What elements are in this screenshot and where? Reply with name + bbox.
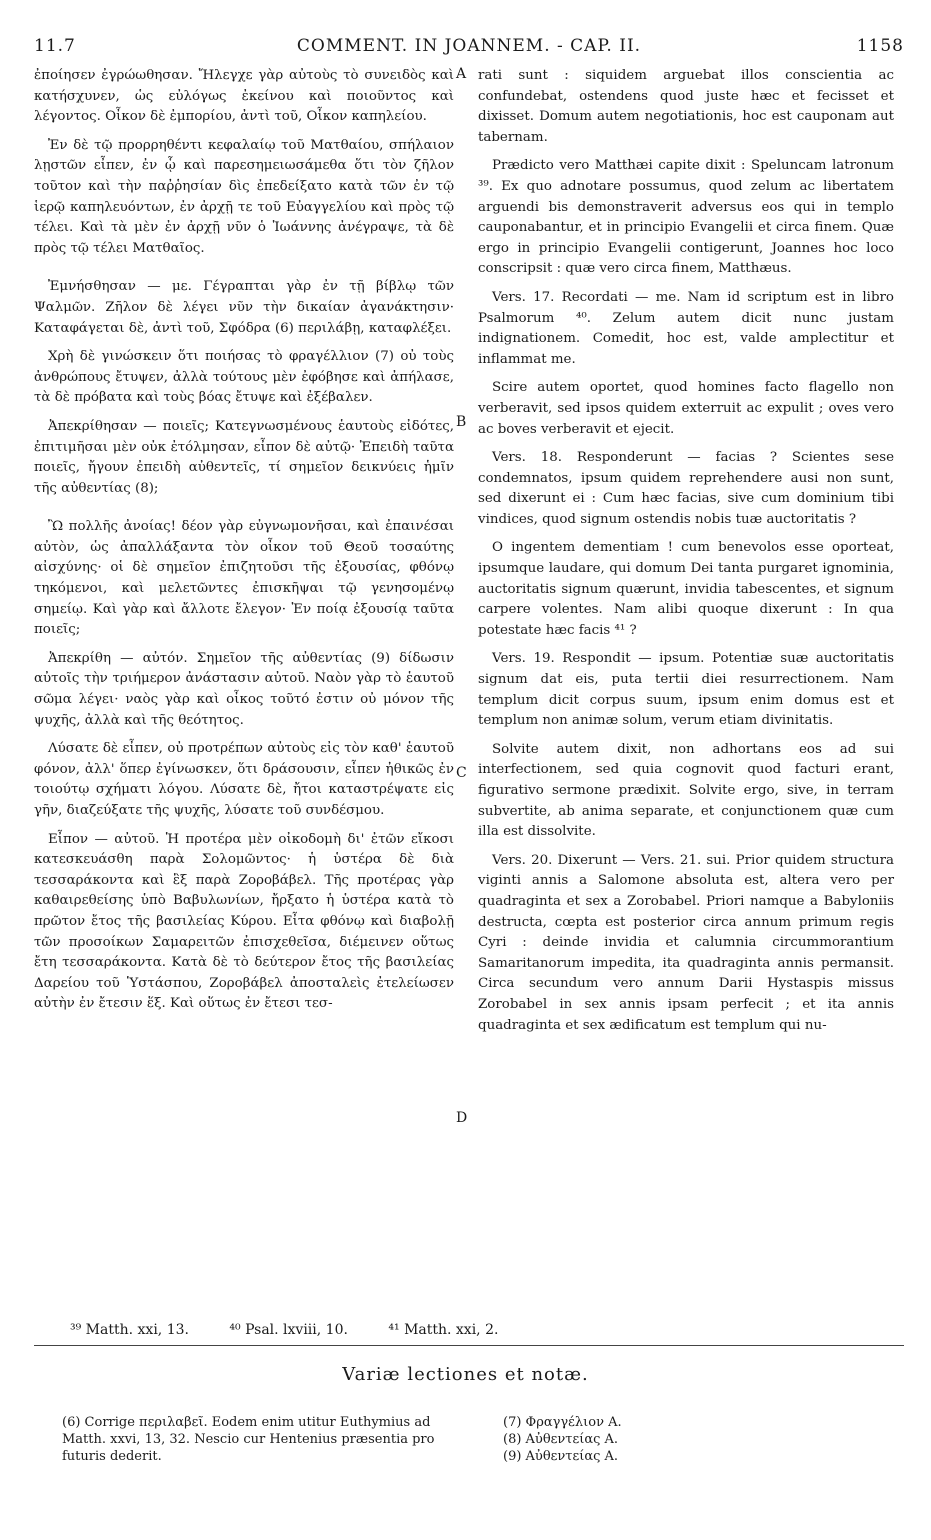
note: (7) Φραγγέλιον A. (503, 1415, 622, 1430)
latin-column (478, 66, 894, 1044)
greek-paragraph: Λύσατε δὲ εἶπεν, οὐ προτρέπων αὐτοὺς εἰς τὸν καθ' ἑαυτοῦ φόνον, ἀλλ' ὅπερ ἐγίνωσκεν, ὅτι δράσουσιν, εἶπεν ἠθικῶς ἐν τοιούτῳ σχήματι λόγου. Λύσατε δὲ, ἤτοι καταστρέψατε εἰς γῆν, διαζεύξατε τῆς ψυχῆς, λύσατε τοῦ συνδέσμου. (34, 741, 454, 818)
latin-paragraph: Vers. 19. Respondit — ipsum. Potentiæ suæ auctoritatis signum dat eis, puta tertii diei resurrectionem. Nam templum dicit corpus suum, ipsum enim domus est et templum non animæ solum, verum etiam divinitatis. (478, 651, 894, 729)
greek-paragraph: Χρὴ δὲ γινώσκειν ὅτι ποιήσας τὸ φραγέλλιον (7) οὐ τοὺς ἀνθρώπους ἔτυψεν, ἀλλὰ τούτους μὲν ἐφόβησε καὶ ἀπήλασε, τὰ δὲ πρόβατα καὶ τοὺς βόας ἔτυψε καὶ ἐξέβαλεν. (34, 349, 454, 406)
reference: ⁴⁰ Psal. lxviii, 10. (229, 1322, 348, 1338)
latin-paragraph: Vers. 20. Dixerunt — Vers. 21. sui. Prior quidem structura viginti annis a Salomone absoluta est, altera vero per quadraginta et sex a Zorobabel. Priori namque a Babyloniis destructa, cœpta est posterior circa annum primum regis Cyri : deinde invidia et calumnia circummorantium Samaritanorum impedita, ita quadraginta annis permansit. Circa secundum vero annum Darii Hystaspis missus Zorobabel in sex annis ipsam perfecit ; et ita annis quadraginta et sex ædificatum est templum qui nu- (478, 852, 894, 1033)
margin-mark-d: D (456, 1110, 468, 1126)
column-number-left: 11.7 (34, 36, 76, 56)
greek-paragraph: Ἐμνήσθησαν — με. Γέγραπται γὰρ ἐν τῇ βίβλῳ τῶν Ψαλμῶν. Ζῆλον δὲ λέγει νῦν τὴν δικαίαν ἀγανάκτησιν· Καταφάγεται δὲ, ἀντὶ τοῦ, Σφόδρα (6) περιλάβῃ, καταφλέξει. (34, 279, 454, 336)
margin-mark-b: B (456, 414, 467, 430)
column-number-right: 1158 (856, 36, 904, 56)
latin-paragraph: Scire autem oportet, quod homines facto flagello non verberavit, sed ipsos quidem exterruit ac expulit ; oves vero ac boves verberavit et ejecit. (478, 380, 894, 437)
footnote-divider (34, 1345, 904, 1346)
latin-paragraph: O ingentem dementiam ! cum benevolos esse oporteat, ipsumque laudare, qui domum Dei tanta purgaret ignominia, auctoritatis signum quærunt, invidia tabescentes, et signum carpere volentes. Nam alibi quoque dixerunt : In qua potestate hæc facis ⁴¹ ? (478, 540, 894, 638)
margin-mark-c: C (456, 765, 467, 781)
greek-paragraph: Ἀπεκρίθη — αὐτόν. Σημεῖον τῆς αὐθεντίας (9) δίδωσιν αὐτοῖς τὴν τριήμερον ἀνάστασιν αὐτοῦ. Ναὸν γὰρ τὸ ἑαυτοῦ σῶμα λέγει· ναὸς γὰρ καὶ οἶκος τοῦτό ἐστιν οὐ μόνον τῆς ψυχῆς, ἀλλὰ καὶ τῆς θεότητος. (34, 650, 454, 728)
greek-paragraph: Ἐν δὲ τῷ προρρηθέντι κεφαλαίῳ τοῦ Ματθαίου, σπήλαιον λῃστῶν εἶπεν, ἐν ᾧ καὶ παρεσημειωσάμεθα ὅτι τὸν ζῆλον τοῦτον καὶ τὴν παῤῥησίαν δὶς ἐπεδείξατο κατὰ τῶν ἐν τῷ ἱερῷ καπηλευόντων, ἐν ἀρχῇ τε τοῦ Εὐαγγελίου καὶ πρὸς τῷ τέλει. Καὶ τὰ μὲν ἐν ἀρχῇ νῦν ὁ Ἰωάννης ἀνέγραψε, τὰ δὲ πρὸς τῷ τέλει Ματθαῖος. (34, 137, 454, 256)
greek-paragraph: Ὢ πολλῆς ἀνοίας! δέον γὰρ εὐγνωμονῆσαι, καὶ ἐπαινέσαι αὐτὸν, ὡς ἀπαλλάξαντα τὸν οἶκον τοῦ Θεοῦ τοσαύτης αἰσχύνης· οἱ δὲ σημεῖον ἐπιζητοῦσι τῆς ἐξουσίας, φθόνῳ τηκόμενοι, καὶ μελετῶντες ἐπισκῆψαι τῷ γενησομένῳ σημείῳ. Καὶ γὰρ καὶ ἄλλοτε ἔλεγον· Ἐν ποίᾳ ἐξουσίᾳ ταῦτα ποιεῖς; (34, 519, 454, 638)
greek-paragraph: Εἶπον — αὐτοῦ. Ἡ προτέρα μὲν οἰκοδομὴ δι' ἐτῶν εἴκοσι κατεσκευάσθη παρὰ Σολομῶντος· ἡ ὑστέρα δὲ διὰ τεσσαράκοντα καὶ ἓξ παρὰ Ζοροβάβελ. Τῆς προτέρας γὰρ καθαιρεθείσης ὑπὸ Βαβυλωνίων, ἤρξατο ἡ ὑστέρα κατὰ τὸ πρῶτον ἔτος τῆς βασιλείας Κύρου. Εἶτα φθόνῳ καὶ διαβολῇ τῶν προσοίκων Σαμαρειτῶν ἐπισχεθεῖσα, διέμεινεν οὕτως ἔτη τεσσαράκοντα. Κατὰ δὲ τὸ δεύτερον ἔτος τῆς βασιλείας Δαρείου τοῦ Ὑστάσπου, Ζοροβάβελ ἀποσταλεὶς ἐτελείωσεν αὐτὴν ἐν ἔτεσιν ἕξ. Καὶ οὕτως ἐν ἔτεσι τεσ- (34, 831, 454, 1012)
greek-paragraph: Ἀπεκρίθησαν — ποιεῖς; Κατεγνωσμένους ἑαυτοὺς εἰδότες, ἐπιτιμῆσαι μὲν οὐκ ἐτόλμησαν, εἶπον δὲ αὐτῷ· Ἐπειδὴ ταῦτα ποιεῖς, ἤγουν ἐπειδὴ αὐθεντεῖς, τί σημεῖον δεικνύεις ἡμῖν τῆς αὐθεντίας (8); (34, 418, 454, 496)
greek-paragraph: ἐποίησεν ἐγρώωθησαν. Ἤλεγχε γὰρ αὐτοὺς τὸ συνειδὸς καὶ κατήσχυνεν, ὡς εὐλόγως ἐκείνου καὶ ποιοῦντος καὶ λέγοντος. Οἶκον δὲ ἐμπορίου, ἀντὶ τοῦ, Οἶκον καπηλείου. (34, 68, 454, 125)
note: (8) Αὐθεντείας A. (503, 1432, 619, 1447)
scripture-references (70, 1322, 870, 1338)
notes-left: (6) Corrige περιλαβεῖ. Eodem enim utitur Euthymius ad Matth. xxvi, 13, 32. Nescio cur Hentenius præsentia pro futuris dederit. (62, 1415, 435, 1464)
reference: ³⁹ Matth. xxi, 13. (70, 1322, 189, 1338)
latin-paragraph: Vers. 18. Responderunt — facias ? Scientes sese condemnatos, ipsum quidem reprehendere ausi non sunt, sed dixerunt ei : Cum hæc facias, sive cum dominium tibi vindices, quod signum ostendis nobis tuæ auctoritatis ? (478, 450, 894, 527)
latin-paragraph: rati sunt : siquidem arguebat illos conscientia ac confundebat, ostendens quod juste hæc et fecisset et dixisset. Domum autem negotiationis, hoc est cauponam aut tabernam. (478, 68, 894, 145)
running-title: COMMENT. IN JOANNEM. - CAP. II. (296, 36, 642, 56)
greek-column (34, 66, 454, 1023)
running-header (34, 36, 904, 60)
latin-paragraph: Vers. 17. Recordati — me. Nam id scriptum est in libro Psalmorum ⁴⁰. Zelum autem dicit nunc justam indignationem. Comedit, hoc est, valde amplectitur et inflammat me. (478, 289, 894, 367)
notes-right (503, 1414, 803, 1465)
latin-paragraph: Solvite autem dixit, non adhortans eos ad sui interfectionem, sed quia cognovit quod facturi erant, figurativo sermone prædixit. Solvite ergo, sive, in terram subvertite, ab anima separate, et conjunctionem quæ cum illa est dissolvite. (478, 741, 894, 840)
note: (9) Αὐθεντείας A. (503, 1449, 619, 1464)
reference: ⁴¹ Matth. xxi, 2. (388, 1322, 499, 1338)
latin-paragraph: Prædicto vero Matthæi capite dixit : Speluncam latronum ³⁹. Ex quo adnotare possumus, quod zelum ac libertatem arguendi bis demonstraverit adversus eos qui in templo cauponabantur, et in principio Evangelii et circa finem. Quæ ergo in principio Evangelii contigerunt, Joannes hoc loco conscripsit : quæ vero circa finem, Matthæus. (478, 158, 894, 277)
variae-lectiones-title: Variæ lectiones et notæ. (342, 1364, 589, 1385)
margin-mark-a: A (456, 66, 467, 82)
